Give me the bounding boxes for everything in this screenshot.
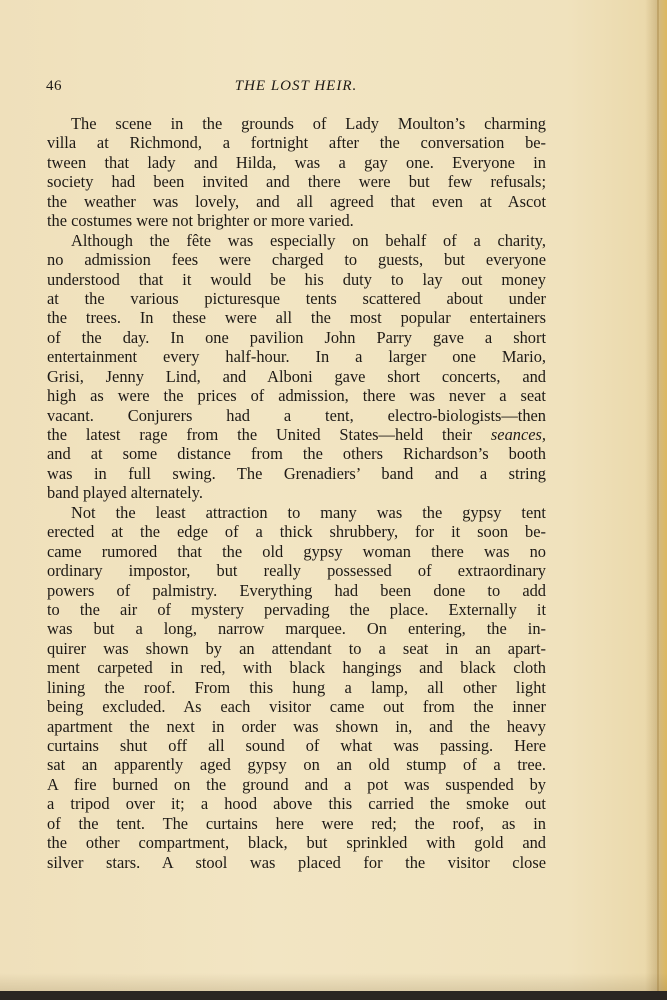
- page-number: 46: [46, 78, 62, 94]
- text-line: lining the roof. From this hung a lamp, all other light: [47, 677, 546, 697]
- text-line: quirer was shown by an attendant to a seat in an apart-: [47, 638, 546, 658]
- page-edge-line: [657, 0, 659, 1000]
- text-line: tween that lady and Hilda, was a gay one. Everyone in: [47, 152, 546, 172]
- text-line: high as were the prices of admission, there was never a seat: [47, 386, 546, 406]
- text-line: was but a long, narrow marquee. On entering, the in-: [47, 619, 546, 639]
- text-line: ordinary impostor, but really possessed of extraordinary: [47, 561, 546, 581]
- text-line: The scene in the grounds of Lady Moulton’s charming: [71, 114, 546, 133]
- text-line: the weather was lovely, and all agreed that even at Ascot: [47, 191, 546, 211]
- text-line: came rumored that the old gypsy woman there was no: [47, 541, 546, 561]
- text-line: the trees. In these were all the most popular entertainers: [47, 308, 546, 328]
- running-title: THE LOST HEIR.: [234, 78, 358, 94]
- text-line: Not the least attraction to many was the gypsy tent: [71, 502, 546, 522]
- running-header: [46, 76, 546, 96]
- text-line: entertainment every half-hour. In a larger one Mario,: [47, 347, 546, 367]
- text-line-with-italic: [47, 425, 546, 444]
- page-edge-shadow: [645, 0, 667, 1000]
- text-line: at the various picturesque tents scattered about under: [47, 288, 546, 308]
- text-line: the other compartment, black, but sprinkled with gold and: [47, 833, 546, 853]
- text-line: society had been invited and there were but few refusals;: [47, 172, 546, 192]
- page-bottom-shadow: [0, 973, 667, 991]
- text-line: sat an apparently aged gypsy on an old stump of a tree.: [47, 755, 546, 775]
- italic-word: seances,: [490, 425, 546, 444]
- text-line: a tripod over it; a hood above this carried the smoke out: [47, 794, 546, 814]
- text-line: being excluded. As each visitor came out from the inner: [47, 697, 546, 717]
- text-line: erected at the edge of a thick shrubbery, for it soon be-: [47, 522, 546, 542]
- text-line: understood that it would be his duty to lay out money: [47, 269, 546, 289]
- text-line: A fire burned on the ground and a pot was suspended by: [47, 774, 546, 794]
- text-segment: the latest rage from the United States—held their: [47, 425, 473, 444]
- text-line: vacant. Conjurers had a tent, electro-biologists—then: [47, 405, 546, 425]
- body-text: [47, 114, 546, 872]
- text-line: apartment the next in order was shown in, and the heavy: [47, 716, 546, 736]
- text-line: was in full swing. The Grenadiers’ band and a string: [47, 463, 546, 483]
- text-line: band played alternately.: [47, 483, 203, 503]
- text-line: powers of palmistry. Everything had been done to add: [47, 580, 546, 600]
- page-bottom-edge: [0, 991, 667, 1000]
- text-line: ment carpeted in red, with black hangings and black cloth: [47, 658, 546, 678]
- text-line: curtains shut off all sound of what was passing. Here: [47, 736, 546, 755]
- text-line: no admission fees were charged to guests, but everyone: [47, 250, 546, 270]
- text-line: Grisi, Jenny Lind, and Alboni gave short concerts, and: [47, 366, 546, 386]
- text-line: and at some distance from the others Richardson’s booth: [47, 444, 546, 464]
- text-line: the costumes were not brighter or more varied.: [47, 211, 354, 231]
- text-line: of the tent. The curtains here were red; the roof, as in: [47, 813, 546, 833]
- text-line: Although the fête was especially on behalf of a charity,: [71, 230, 546, 250]
- text-line: of the day. In one pavilion John Parry gave a short: [47, 327, 546, 347]
- text-line: to the air of mystery pervading the place. Externally it: [47, 599, 546, 619]
- text-line: silver stars. A stool was placed for the visitor close: [47, 852, 546, 872]
- text-line: villa at Richmond, a fortnight after the conversation be-: [47, 133, 546, 153]
